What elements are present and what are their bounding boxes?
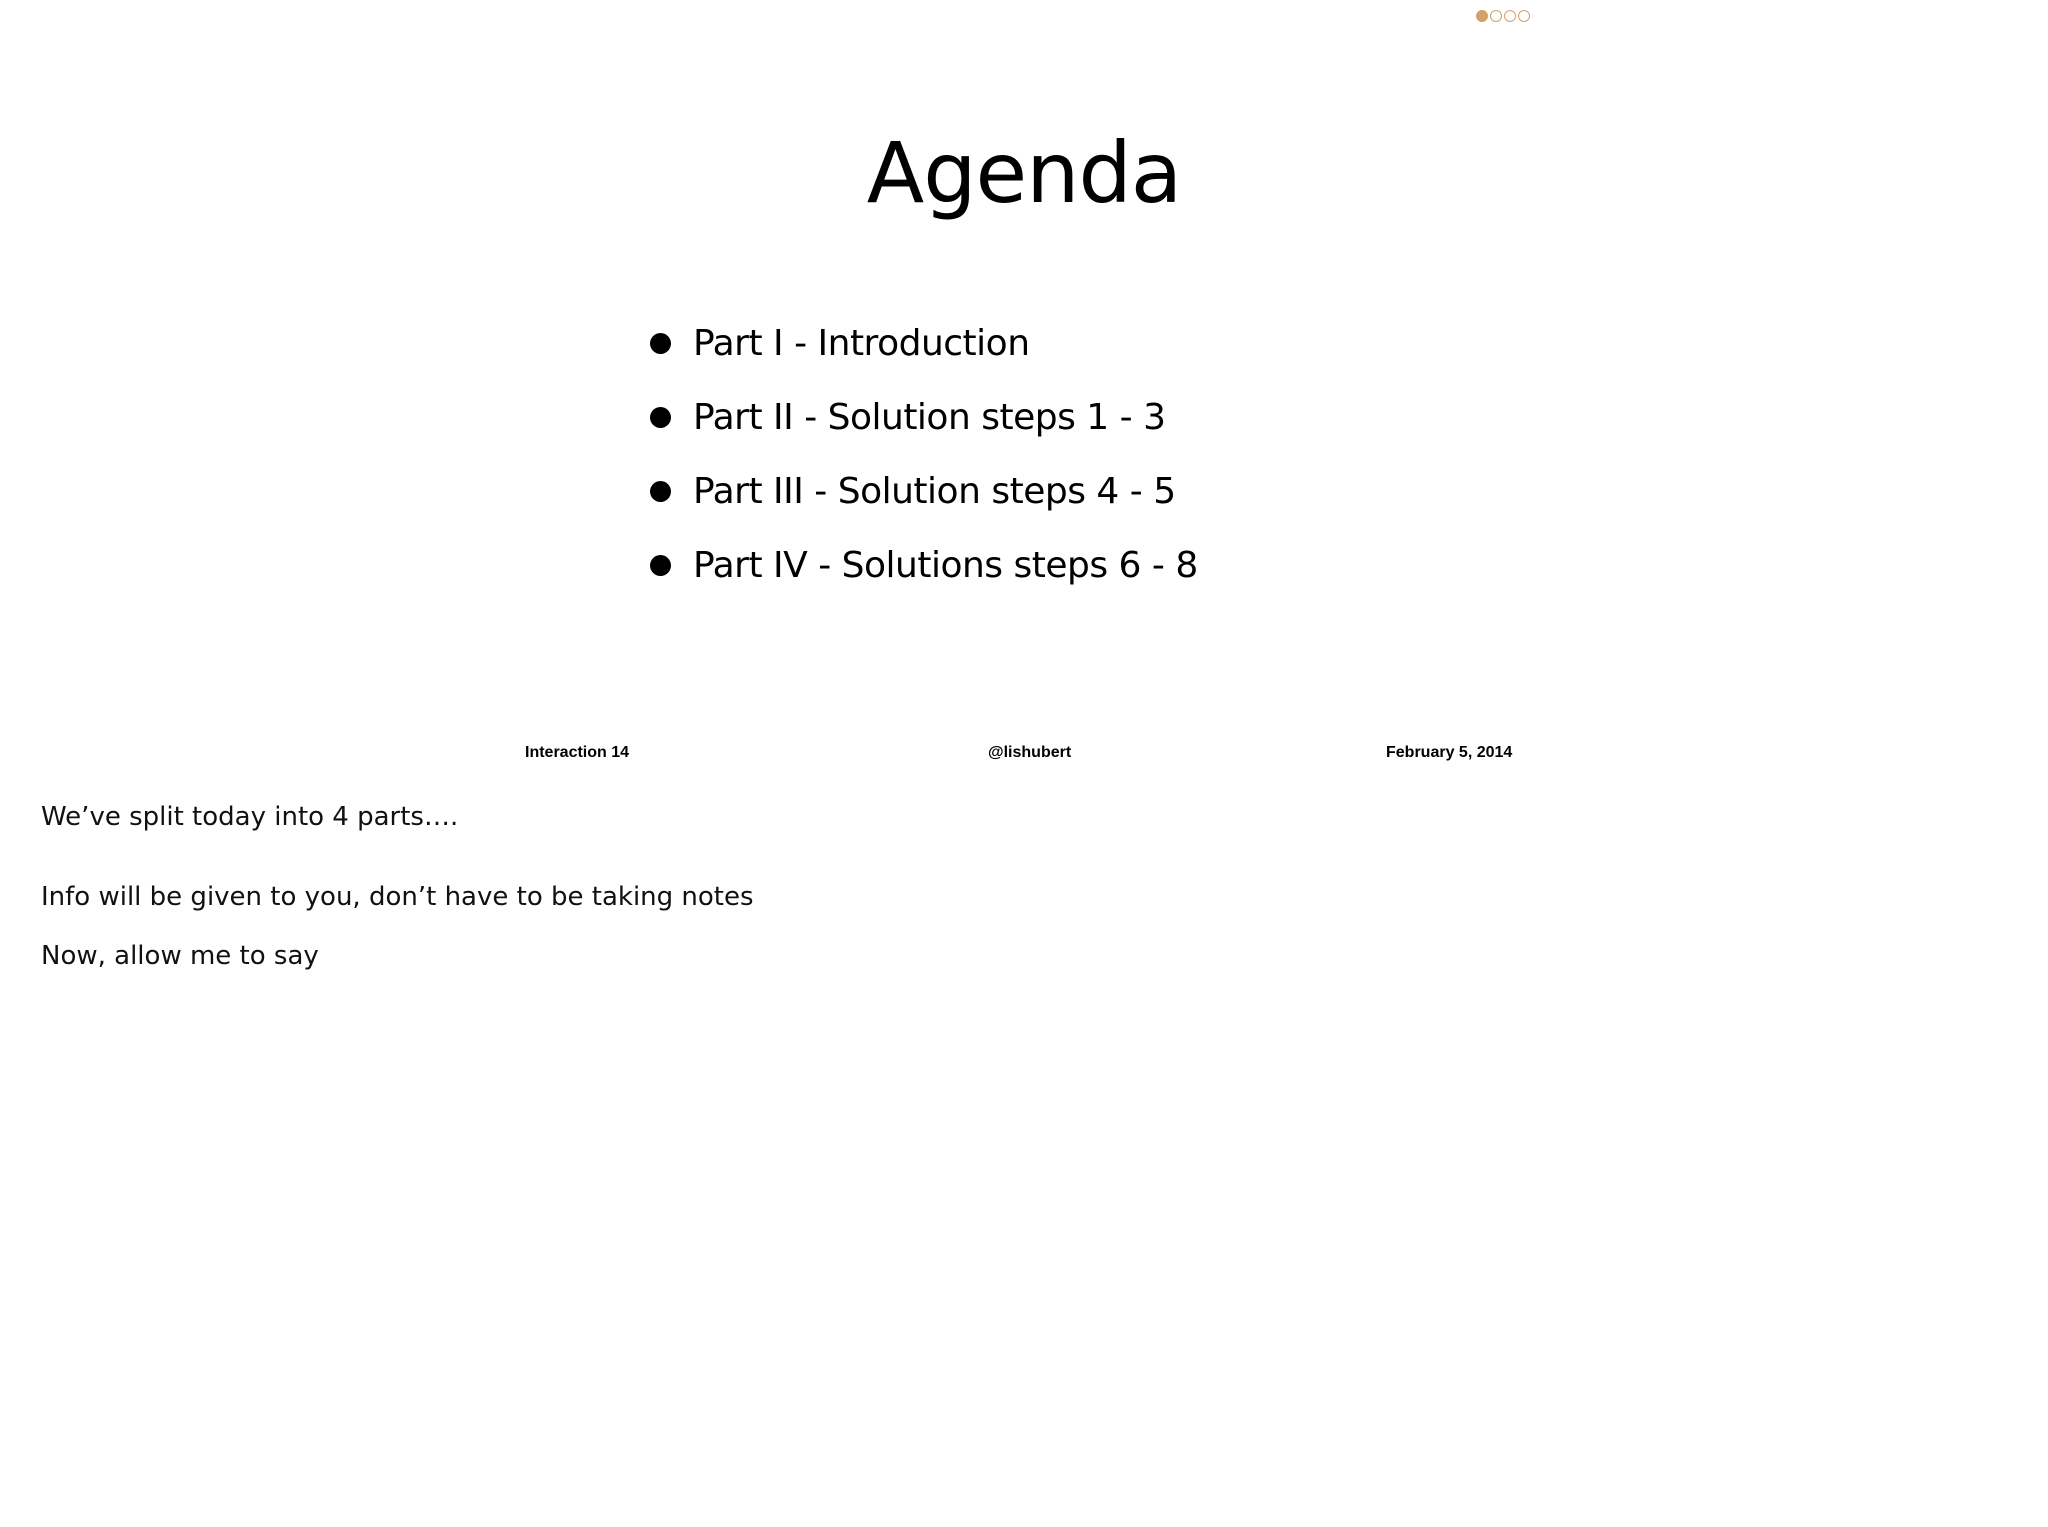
presenter-note: Info will be given to you, don’t have to be taking notes: [41, 882, 754, 912]
agenda-item: [650, 454, 1198, 528]
progress-dot: [1504, 10, 1516, 22]
presenter-note: Now, allow me to say: [41, 941, 319, 971]
bullet-icon: [650, 481, 671, 502]
agenda-item-label: Part I - Introduction: [693, 322, 1030, 364]
footer-event-name: Interaction 14: [525, 744, 630, 761]
bullet-icon: [650, 407, 671, 428]
footer-date: February 5, 2014: [1386, 744, 1513, 761]
presenter-note: We’ve split today into 4 parts….: [41, 802, 459, 832]
progress-dot: [1518, 10, 1530, 22]
agenda-item: [650, 528, 1198, 602]
bullet-icon: [650, 333, 671, 354]
agenda-item-label: Part IV - Solutions steps 6 - 8: [693, 544, 1198, 586]
slide-progress-indicator: [1476, 10, 1530, 22]
agenda-item: [650, 380, 1198, 454]
bullet-icon: [650, 555, 671, 576]
slide-title: Agenda: [866, 124, 1182, 223]
footer-handle: @lishubert: [988, 744, 1072, 761]
progress-dot: [1490, 10, 1502, 22]
agenda-item-label: Part II - Solution steps 1 - 3: [693, 396, 1166, 438]
agenda-list: [650, 306, 1198, 602]
progress-dot-current: [1476, 10, 1488, 22]
agenda-item-label: Part III - Solution steps 4 - 5: [693, 470, 1176, 512]
agenda-item: [650, 306, 1198, 380]
